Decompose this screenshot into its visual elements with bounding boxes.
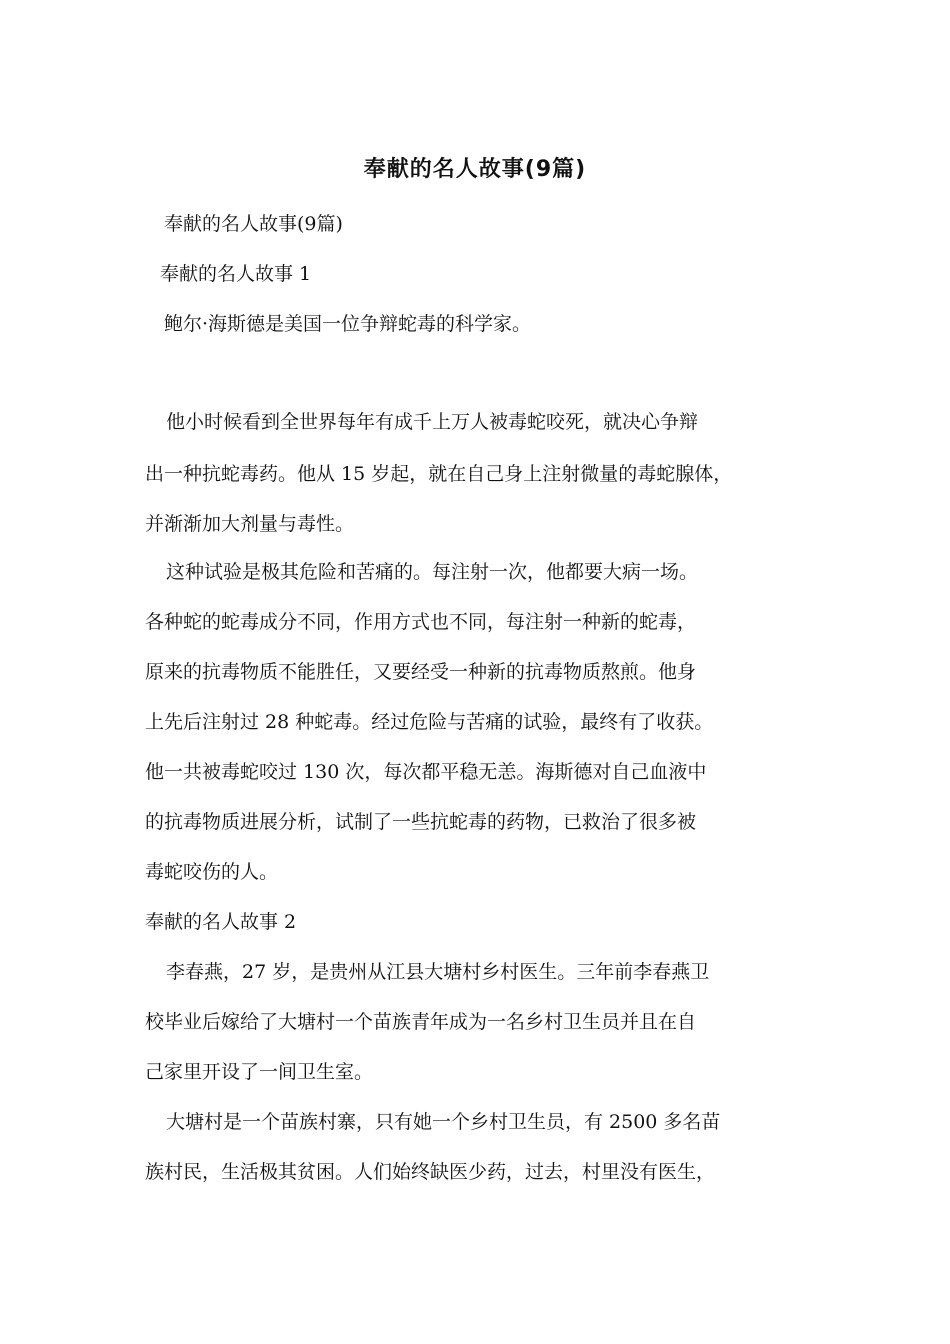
document-title: 奉献的名人故事(9篇) xyxy=(363,157,587,182)
story1-p2-line: 毒蛇咬伤的人。 xyxy=(145,861,279,883)
story1-p2-line: 这种试验是极其危险和苦痛的。每注射一次，他都要大病一场。 xyxy=(166,561,699,583)
story1-p1-line: 出一种抗蛇毒药。他从 15 岁起，就在自己身上注射微量的毒蛇腺体， xyxy=(145,463,733,485)
document-subtitle: 奉献的名人故事(9篇) xyxy=(164,213,343,235)
story2-heading: 奉献的名人故事 2 xyxy=(145,911,297,933)
story1-p1-line: 并渐渐加大剂量与毒性。 xyxy=(145,513,355,535)
story1-p2-line: 原来的抗毒物质不能胜任，又要经受一种新的抗毒物质熬煎。他身 xyxy=(145,661,697,683)
story1-p2-line: 上先后注射过 28 种蛇毒。经过危险与苦痛的试验，最终有了收获。 xyxy=(145,711,714,733)
story2-p1-line: 李春燕，27 岁，是贵州从江县大塘村乡村医生。三年前李春燕卫 xyxy=(166,961,710,983)
story2-p2-line: 大塘村是一个苗族村寨，只有她一个乡村卫生员，有 2500 多名苗 xyxy=(166,1111,721,1133)
story2-p1-line: 己家里开设了一间卫生室。 xyxy=(145,1061,374,1083)
story2-p2-line: 族村民，生活极其贫困。人们始终缺医少药，过去，村里没有医生， xyxy=(145,1161,716,1183)
story1-p2-line: 他一共被毒蛇咬过 130 次，每次都平稳无恙。海斯德对自己血液中 xyxy=(145,761,707,783)
story1-p2-line: 的抗毒物质进展分析，试制了一些抗蛇毒的药物，已救治了很多被 xyxy=(145,811,697,833)
story1-p1-line: 他小时候看到全世界每年有成千上万人被毒蛇咬死，就决心争辩 xyxy=(166,411,699,433)
story1-p2-line: 各种蛇的蛇毒成分不同，作用方式也不同，每注射一种新的蛇毒， xyxy=(145,611,697,633)
story1-heading: 奉献的名人故事 1 xyxy=(160,263,312,285)
story1-lead: 鲍尔·海斯德是美国一位争辩蛇毒的科学家。 xyxy=(164,313,532,335)
story2-p1-line: 校毕业后嫁给了大塘村一个苗族青年成为一名乡村卫生员并且在自 xyxy=(145,1011,697,1033)
